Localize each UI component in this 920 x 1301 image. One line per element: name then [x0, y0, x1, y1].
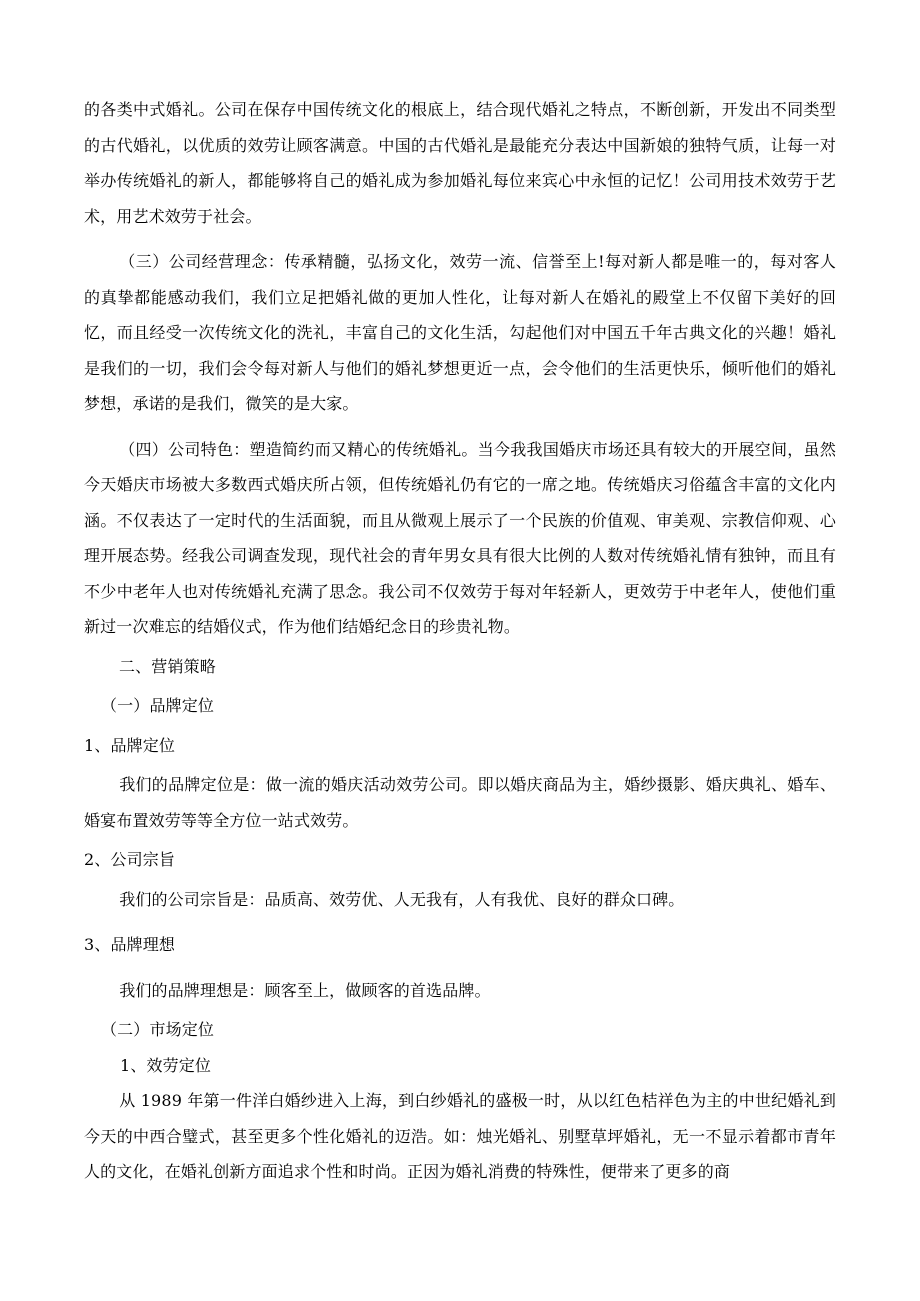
- heading-marketing-strategy: 二、营销策略: [119, 656, 216, 676]
- heading-brand-positioning: （一）品牌定位: [101, 696, 215, 715]
- paragraph-company-culture: 的各类中式婚礼。公司在保存中国传统文化的根底上，结合现代婚礼之特点，不断创新，开发出不同类型的古代婚礼，以优质的效劳让顾客满意。中国的古代婚礼是最能充分表达中国新娘的独特气质，让每一对举办传统婚礼的新人，都能够将自己的婚礼成为参加婚礼每位来宾心中永恒的记忆！公司用技术效劳于艺术，用艺术效劳于社会。: [84, 100, 836, 226]
- item-title-brand-positioning: 1、品牌定位: [84, 735, 176, 755]
- item-body-company-tenet: 我们的公司宗旨是：品质高、效劳优、人无我有，人有我优、良好的群众口碑。: [119, 889, 685, 909]
- document-page: [84, 92, 836, 1190]
- item-title-company-tenet: 2、公司宗旨: [84, 850, 176, 869]
- paragraph-business-philosophy: （三）公司经营理念：传承精髓，弘扬文化，效劳一流、信誉至上!每对新人都是唯一的，每对客人的真挚都能感动我们，我们立足把婚礼做的更加人性化，让每对新人在婚礼的殿堂上不仅留下美好的回忆，而且经受一次传统文化的洗礼，丰富自己的文化生活，勾起他们对中国五千年古典文化的兴趣！婚礼是我们的一切，我们会令每对新人与他们的婚礼梦想更近一点，会令他们的生活更快乐，倾听他们的婚礼梦想，承诺的是我们，微笑的是大家。: [84, 252, 836, 413]
- paragraph-company-features: （四）公司特色：塑造简约而又精心的传统婚礼。当今我我国婚庆市场还具有较大的开展空间，虽然今天婚庆市场被大多数西式婚庆所占领，但传统婚礼仍有它的一席之地。传统婚庆习俗蕴含丰富的文化内涵。不仅表达了一定时代的生活面貌，而且从微观上展示了一个民族的价值观、审美观、宗教信仰观、心理开展态势。经我公司调查发现，现代社会的青年男女具有很大比例的人数对传统婚礼情有独钟，而且有不少中老年人也对传统婚礼充满了思念。我公司不仅效劳于每对年轻新人，更效劳于中老年人，使他们重新过一次难忘的结婚仪式，作为他们结婚纪念日的珍贵礼物。: [84, 439, 836, 636]
- item-body-brand-positioning: 我们的品牌定位是：做一流的婚庆活动效劳公司。即以婚庆商品为主，婚纱摄影、婚庆典礼、婚车、婚宴布置效劳等等全方位一站式效劳。: [84, 775, 836, 830]
- item-title-service-positioning: 1、效劳定位: [120, 1055, 212, 1075]
- heading-market-positioning: （二）市场定位: [101, 1020, 215, 1039]
- item-body-service-positioning: 从 1989 年第一件洋白婚纱进入上海，到白纱婚礼的盛极一时，从以红色桔祥色为主的中世纪婚礼到今天的中西合璧式，甚至更多个性化婚礼的迈浩。如：烛光婚礼、别墅草坪婚礼，无一不显示着都市青年人的文化，在婚礼创新方面追求个性和时尚。正因为婚礼消费的特殊性，便带来了更多的商: [84, 1091, 836, 1181]
- item-body-brand-ideal: 我们的品牌理想是：顾客至上，做顾客的首选品牌。: [119, 980, 491, 1000]
- item-title-brand-ideal: 3、品牌理想: [84, 935, 176, 954]
